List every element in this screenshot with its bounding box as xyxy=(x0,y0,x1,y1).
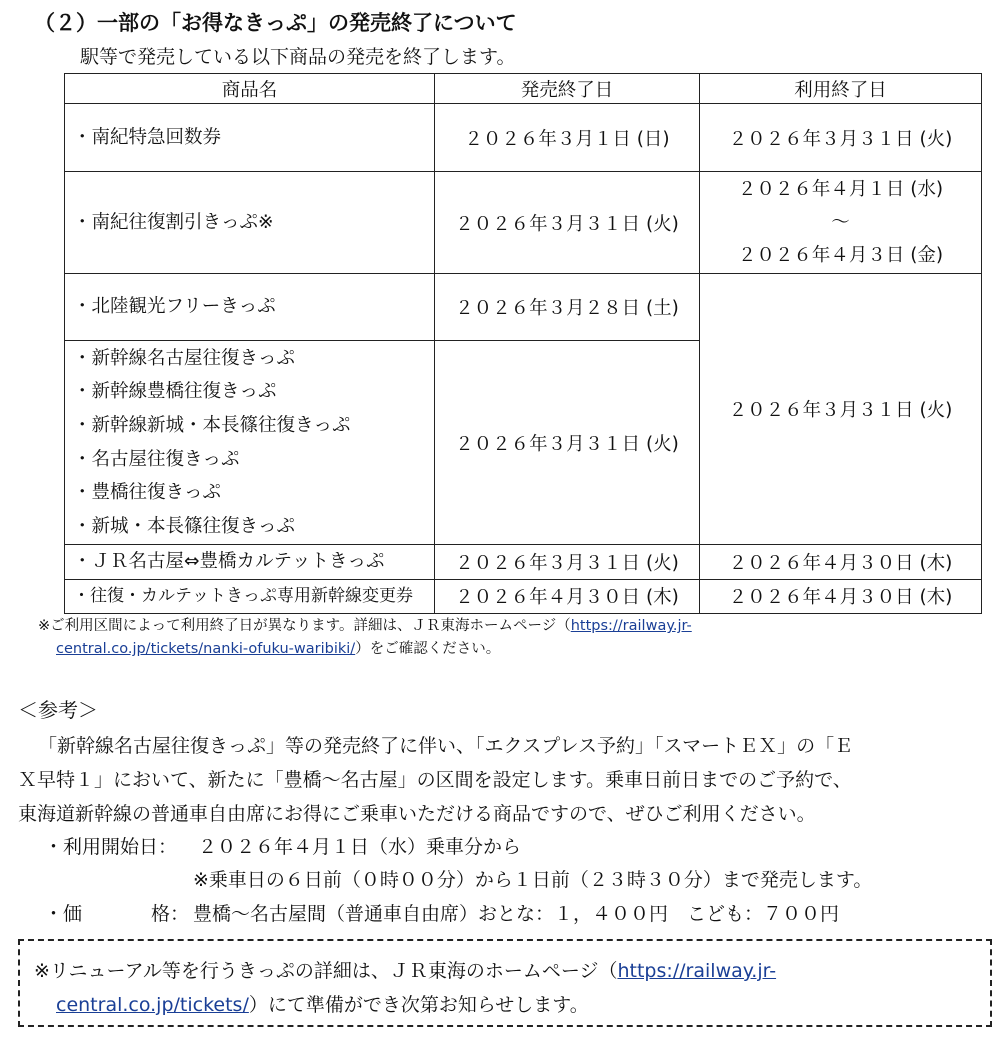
footnote-text-end: ）をご確認ください。 xyxy=(355,641,501,657)
use-end-date: ２０２６年３月３１日 (火) xyxy=(700,104,982,172)
sale-end-date: ２０２６年３月３１日 (火) xyxy=(435,172,700,274)
range-tilde: ～ xyxy=(831,212,850,233)
reference-para-line1: 「新幹線名古屋往復きっぷ」等の発売終了に伴い、「エクスプレス予約」「スマートＥＸ」の「Ｅ xyxy=(38,735,854,757)
list-item: ・新幹線名古屋往復きっぷ xyxy=(73,347,296,369)
reference-heading: ＜参考＞ xyxy=(18,698,98,722)
price-label-b: 格： xyxy=(151,903,190,925)
notice-link-part2[interactable]: central.co.jp/tickets/ xyxy=(56,994,249,1016)
ticket-name: ・南紀往復割引きっぷ※ xyxy=(65,172,435,274)
sale-end-date: ２０２６年３月３１日 (火) xyxy=(435,545,700,580)
section-intro: 駅等で発売している以下商品の発売を終了します。 xyxy=(80,46,516,68)
shared-use-end-date: ２０２６年３月３１日 (火) xyxy=(700,274,982,545)
header-sale-end: 発売終了日 xyxy=(435,74,700,104)
sale-end-date: ２０２６年３月３１日 (火) xyxy=(435,341,700,545)
reference-para-line2: Ｘ早特１」において、新たに「豊橋～名古屋」の区間を設定します。乗車日前日までのご予約で、 xyxy=(18,769,852,791)
use-end-range xyxy=(700,172,982,274)
table-row xyxy=(65,579,982,614)
list-item: ・新城・本長篠往復きっぷ xyxy=(73,515,296,537)
table-row xyxy=(65,545,982,580)
table-header-row xyxy=(65,74,982,104)
tickets-table xyxy=(64,73,982,614)
notice-text-end: ）にて準備ができ次第お知らせします。 xyxy=(248,994,589,1016)
start-date-value: ２０２６年４月１日（水）乗車分から xyxy=(198,836,522,858)
use-end-date: ２０２６年４月３０日 (木) xyxy=(700,545,982,580)
ticket-name: ・北陸観光フリーきっぷ xyxy=(65,274,435,341)
list-item: ・新幹線豊橋往復きっぷ xyxy=(73,381,277,403)
header-use-end: 利用終了日 xyxy=(700,74,982,104)
footnote-text: ※ご利用区間によって利用終了日が異なります。詳細は、ＪＲ東海ホームページ（ xyxy=(38,618,571,634)
start-date-note: ※乗車日の６日前（０時００分）から１日前（２３時３０分）まで発売します。 xyxy=(193,869,873,891)
start-date-label: ・利用開始日： xyxy=(44,836,178,858)
sale-end-date: ２０２６年３月１日 (日) xyxy=(435,104,700,172)
price-value: 豊橋～名古屋間（普通車自由席）おとな：１，４００円 こども：７００円 xyxy=(193,903,840,925)
footnote-link-part2[interactable]: central.co.jp/tickets/nanki-ofuku-waribiki/ xyxy=(56,641,356,657)
ticket-group xyxy=(65,341,435,545)
table-row xyxy=(65,172,982,274)
footnote-line1 xyxy=(38,614,692,635)
table-row xyxy=(65,104,982,172)
ticket-name: ・往復・カルテットきっぷ専用新幹線変更券 xyxy=(65,579,435,614)
notice-text: ※リニューアル等を行うきっぷの詳細は、ＪＲ東海のホームページ（ xyxy=(34,960,618,982)
ticket-name: ・南紀特急回数券 xyxy=(65,104,435,172)
notice-line1 xyxy=(34,956,776,983)
sale-end-date: ２０２６年４月３０日 (木) xyxy=(435,579,700,614)
header-name: 商品名 xyxy=(65,74,435,104)
section-heading: （２）一部の「お得なきっぷ」の発売終了について xyxy=(34,11,517,35)
notice-link-part1[interactable]: https://railway.jr- xyxy=(617,960,777,982)
footnote-line2 xyxy=(56,637,500,658)
notice-line2 xyxy=(56,990,589,1017)
reference-para-line3: 東海道新幹線の普通車自由席にお得にご乗車いただける商品ですので、ぜひご利用ください。 xyxy=(18,803,816,825)
price-label-a: ・価 xyxy=(44,903,83,925)
sale-end-date: ２０２６年３月２８日 (土) xyxy=(435,274,700,341)
use-from-date: ２０２６年４月１日 (水) xyxy=(737,179,944,200)
list-item: ・名古屋往復きっぷ xyxy=(73,448,240,470)
table-row xyxy=(65,274,982,341)
footnote-link-part1[interactable]: https://railway.jr- xyxy=(570,618,692,634)
list-item: ・豊橋往復きっぷ xyxy=(73,482,222,504)
use-end-date: ２０２６年４月３０日 (木) xyxy=(700,579,982,614)
use-to-date: ２０２６年４月３日 (金) xyxy=(737,245,944,266)
list-item: ・新幹線新城・本長篠往復きっぷ xyxy=(73,414,351,436)
ticket-name: ・ＪＲ名古屋⇔豊橋カルテットきっぷ xyxy=(65,545,435,580)
